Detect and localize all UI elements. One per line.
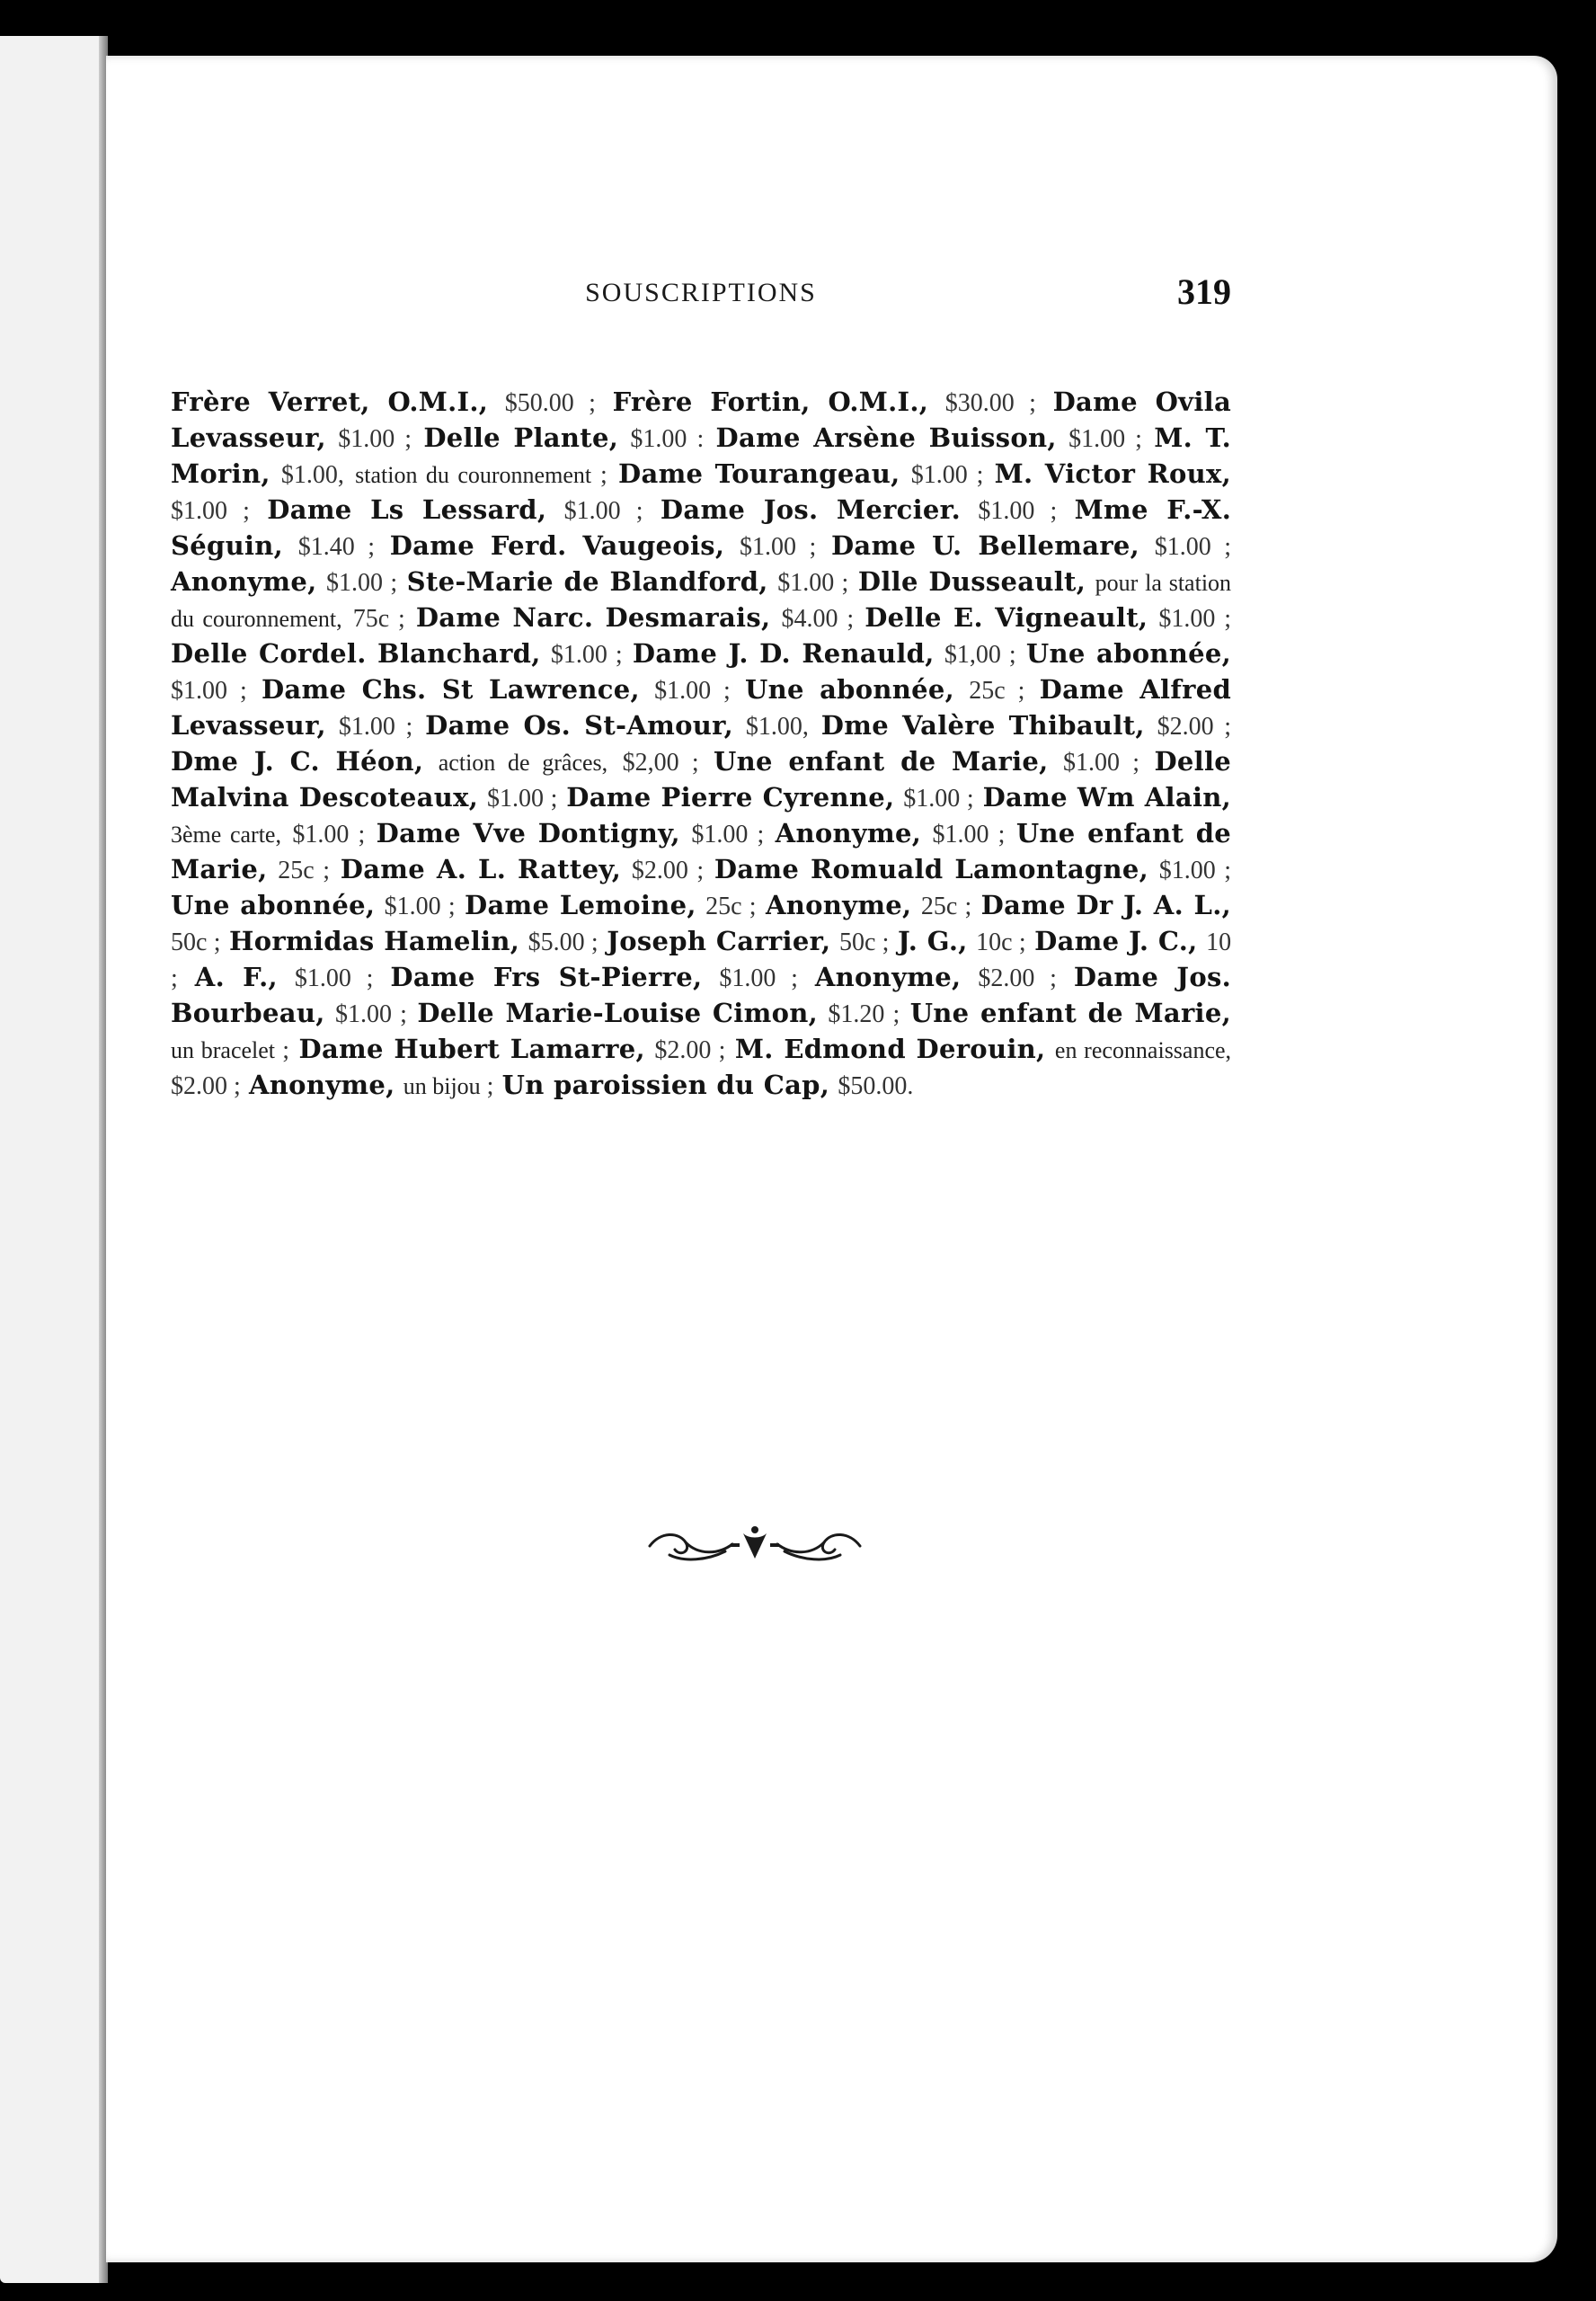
donation-amount: $1.00 — [1154, 533, 1211, 561]
subscription-entry — [502, 1070, 914, 1100]
donor-name: Dame Tourangeau, — [618, 458, 900, 489]
donor-name: Delle Malvina Descoteaux, — [171, 746, 1232, 813]
donation-amount: 25c — [969, 677, 1006, 705]
separator: ; — [1125, 425, 1142, 453]
separator: ; — [227, 497, 250, 525]
donation-amount: $2.00 — [978, 964, 1035, 992]
separator: ; — [748, 821, 765, 848]
subscription-entry — [390, 530, 817, 561]
donation-amount: $1.00 — [1158, 857, 1216, 884]
donation-amount: $1.00 — [292, 821, 350, 848]
separator: ; — [957, 893, 972, 920]
donation-amount: $50.00 — [504, 389, 574, 417]
donor-name: Mme F.-X. Séguin, — [171, 494, 1232, 561]
donation-note: en reconnaissance, — [1054, 1037, 1232, 1063]
separator: ; — [678, 749, 699, 777]
subscription-entry — [831, 530, 1231, 561]
donation-amount: $2.00 — [631, 857, 688, 884]
separator: ; — [389, 605, 405, 633]
donor-name: Dame Frs St-Pierre, — [390, 962, 703, 992]
donation-amount: $1.00 — [486, 785, 544, 813]
donor-name: Dame Ovila Levasseur, — [171, 386, 1232, 453]
separator: ; — [838, 605, 855, 633]
separator: ; — [989, 821, 1006, 848]
donor-name: Dame Alfred Levasseur, — [171, 674, 1232, 741]
separator: ; — [960, 785, 974, 813]
donation-amount: $4.00 — [781, 605, 838, 633]
donor-name: Dame Hubert Lamarre, — [298, 1034, 645, 1064]
separator: ; — [275, 1036, 290, 1064]
subscription-entry — [864, 602, 1231, 633]
separator: ; — [607, 641, 623, 669]
subscription-entry — [613, 386, 1036, 417]
donor-name: Delle Marie-Louise Cimon, — [417, 998, 818, 1028]
donation-amount: $1.00 — [910, 461, 968, 489]
donation-amount: $1.00, — [745, 713, 809, 741]
subscription-entry — [714, 854, 1231, 884]
separator: ; — [1000, 641, 1016, 669]
separator: ; — [1034, 964, 1057, 992]
separator: ; — [1034, 497, 1058, 525]
separator: ; — [620, 497, 643, 525]
donor-name: M. T. Morin, — [171, 422, 1232, 489]
donor-name: Dame Jos. Bourbeau, — [171, 962, 1231, 1028]
subscription-entry — [171, 386, 596, 417]
donor-name: M. Victor Roux, — [994, 458, 1232, 489]
donor-name: Une abonnée, — [171, 890, 376, 920]
separator: ; — [1210, 533, 1232, 561]
subscription-list — [171, 385, 1231, 1104]
donation-amount: $1.00 — [335, 1000, 392, 1028]
subscription-entry — [262, 674, 731, 705]
subscription-entry — [299, 1034, 726, 1064]
facing-page-edge — [0, 36, 108, 2283]
donation-amount: $2,00 — [622, 749, 679, 777]
donation-note: pour la station du couronnement, — [171, 570, 1232, 632]
donation-amount: $1.00 — [1063, 749, 1120, 777]
subscription-entry — [171, 566, 397, 597]
donor-name: A. F., — [194, 962, 278, 992]
donor-name: Dlle Dusseault, — [857, 566, 1086, 597]
donation-amount: $1.00 — [563, 497, 621, 525]
donation-amount: $1.00 — [171, 497, 227, 525]
donor-name: Dame Arsène Buisson, — [715, 422, 1057, 453]
donation-amount: $1.00 — [978, 497, 1035, 525]
separator: ; — [383, 569, 398, 597]
subscription-entry — [390, 962, 797, 992]
donor-name: Joseph Carrier, — [607, 926, 831, 956]
donor-name: Anonyme, — [171, 566, 317, 597]
separator: ; — [796, 533, 817, 561]
donor-name: Dame Ferd. Vaugeois, — [389, 530, 725, 561]
donation-amount: $1.00 — [294, 964, 351, 992]
donation-amount: $1.00 — [932, 821, 989, 848]
subscription-entry — [417, 998, 900, 1028]
donation-amount: $1.00 — [903, 785, 961, 813]
donation-amount: $1.00, — [280, 461, 344, 489]
separator: ; — [584, 928, 598, 956]
donation-amount: $1.00 — [654, 677, 712, 705]
separator: ; — [1215, 605, 1232, 633]
donor-name: Une enfant de Marie, — [171, 818, 1232, 884]
separator: : — [687, 425, 705, 453]
separator: ; — [480, 1072, 494, 1100]
separator: ; — [227, 677, 247, 705]
donor-name: Dame Ls Lessard, — [267, 494, 547, 525]
running-title: SOUSCRIPTIONS — [585, 278, 817, 307]
donor-name: Dame Romuald Lamontagne, — [714, 854, 1149, 884]
subscription-entry — [171, 746, 699, 777]
donor-name: Delle Cordel. Blanchard, — [171, 638, 541, 669]
donation-note: un bijou — [403, 1073, 481, 1099]
donor-name: Delle Plante, — [423, 422, 619, 453]
subscription-entry — [423, 422, 704, 453]
separator: ; — [741, 893, 757, 920]
separator: ; — [440, 893, 456, 920]
separator: ; — [967, 461, 984, 489]
subscription-entry — [815, 962, 1057, 992]
donation-amount: $1.00 — [1158, 605, 1216, 633]
donation-amount: 10 — [1206, 928, 1232, 956]
donation-note: 3ème carte, — [171, 822, 281, 848]
donor-name: Dme Valère Thibault, — [820, 710, 1145, 741]
donor-name: Une enfant de Marie, — [909, 998, 1232, 1028]
donor-name: Dame Dr J. A. L., — [980, 890, 1232, 920]
donor-name: Dame Jos. Mercier. — [660, 494, 961, 525]
donation-amount: $1.00 — [630, 425, 687, 453]
donor-name: Delle E. Vigneault, — [864, 602, 1148, 633]
donation-amount: $1.00 — [740, 533, 796, 561]
donor-name: Dame A. L. Rattey, — [340, 854, 622, 884]
donation-amount: 50c — [838, 928, 876, 956]
separator: ; — [543, 785, 558, 813]
donor-name: Une enfant de Marie, — [714, 746, 1049, 777]
donor-name: Dame J. C., — [1034, 926, 1198, 956]
separator: ; — [1215, 857, 1232, 884]
subscription-entry — [821, 710, 1231, 741]
separator: ; — [875, 928, 890, 956]
donation-amount: $2.00 — [1157, 713, 1214, 741]
separator: ; — [1014, 389, 1036, 417]
donor-name: Frère Fortin, O.M.I., — [612, 386, 929, 417]
donor-name: Dame Lemoine, — [465, 890, 696, 920]
donor-name: Une abonnée, — [745, 674, 955, 705]
donation-amount: $2.00 — [171, 1072, 227, 1100]
subscription-entry — [425, 710, 809, 741]
separator: ; — [1213, 713, 1232, 741]
subscription-entry — [566, 782, 973, 813]
subscription-entry — [341, 854, 704, 884]
separator: ; — [349, 821, 366, 848]
donor-name: Dame J. D. Renauld, — [632, 638, 935, 669]
separator: ; — [314, 857, 331, 884]
subscription-entry — [633, 638, 1016, 669]
separator: ; — [392, 1000, 407, 1028]
separator: ; — [1012, 928, 1026, 956]
separator: ; — [711, 1036, 726, 1064]
subscription-entry — [249, 1070, 493, 1100]
subscription-entry — [607, 926, 889, 956]
donation-amount: $1.00 — [326, 569, 384, 597]
donation-amount: $1.00 — [719, 964, 776, 992]
donation-amount: $1.00 — [550, 641, 607, 669]
donor-name: Anonyme, — [814, 962, 962, 992]
subscription-entry — [171, 890, 456, 920]
donor-name: M. Edmond Derouin, — [734, 1034, 1046, 1064]
donor-name: Ste-Marie de Blandford, — [406, 566, 768, 597]
donation-amount: 25c — [705, 893, 742, 920]
separator: ; — [687, 857, 705, 884]
separator: ; — [395, 713, 413, 741]
donor-name: Dame Wm Alain, — [982, 782, 1232, 813]
separator: ; — [834, 569, 849, 597]
separator: ; — [1005, 677, 1025, 705]
separator: ; — [711, 677, 731, 705]
donor-name: Anonyme, — [775, 818, 922, 848]
donation-amount: $1.20 — [828, 1000, 885, 1028]
donation-amount: $1.40 — [297, 533, 355, 561]
subscription-entry — [407, 566, 849, 597]
donation-amount: $1.00 — [1068, 425, 1126, 453]
separator: ; — [573, 389, 596, 417]
separator: ; — [207, 928, 221, 956]
donor-name: Dame Pierre Cyrenne, — [566, 782, 895, 813]
donation-amount: $1.00 — [171, 677, 227, 705]
ornament-flourish — [643, 1519, 867, 1569]
separator: ; — [1120, 749, 1139, 777]
subscription-entry — [465, 890, 757, 920]
donation-amount: $1,00 — [944, 641, 1001, 669]
separator: ; — [350, 964, 374, 992]
donation-amount: 50c — [171, 928, 208, 956]
subscription-entry — [195, 962, 374, 992]
separator: ; — [776, 964, 798, 992]
separator: ; — [354, 533, 376, 561]
subscription-entry — [267, 494, 643, 525]
subscription-entry — [618, 458, 983, 489]
subscription-entry — [661, 494, 1057, 525]
donor-name: Dame U. Bellemare, — [830, 530, 1140, 561]
page-number: 319 — [1177, 271, 1231, 312]
separator: ; — [884, 1000, 900, 1028]
separator: ; — [227, 1072, 241, 1100]
donation-amount: $1.00 — [338, 713, 395, 741]
donation-amount: $2.00 — [654, 1036, 712, 1064]
donor-name: Hormidas Hamelin, — [229, 926, 520, 956]
subscription-entry — [745, 674, 1024, 705]
donation-amount: $1.00 — [777, 569, 835, 597]
separator: ; — [591, 461, 607, 489]
subscription-entry — [171, 638, 623, 669]
separator: ; — [395, 425, 412, 453]
donor-name: Une abonnée, — [1025, 638, 1232, 669]
separator: ; — [171, 964, 178, 992]
donation-amount: 10c — [976, 928, 1013, 956]
donation-amount: 75c — [352, 605, 390, 633]
subscription-entry — [716, 422, 1142, 453]
donor-name: Dame Os. St-Amour, — [425, 710, 734, 741]
donation-amount: $1.00 — [384, 893, 441, 920]
subscription-entry — [898, 926, 1026, 956]
donation-amount: $50.00. — [838, 1072, 914, 1100]
donation-amount: 25c — [278, 857, 315, 884]
donation-amount: 25c — [920, 893, 958, 920]
donation-amount: $30.00 — [944, 389, 1015, 417]
page-header — [171, 265, 1231, 319]
subscription-entry — [714, 746, 1139, 777]
subscription-entry — [377, 818, 765, 848]
donor-name: Anonyme, — [249, 1070, 395, 1100]
subscription-entry — [766, 890, 971, 920]
subscription-entry — [776, 818, 1006, 848]
donation-amount: $1.00 — [338, 425, 395, 453]
donation-amount: $5.00 — [528, 928, 585, 956]
donor-name: Dame Chs. St Lawrence, — [261, 674, 640, 705]
donor-name: Un paroissien du Cap, — [501, 1070, 830, 1100]
donation-note: action de grâces, — [438, 750, 608, 776]
donor-name: Dme J. C. Héon, — [171, 746, 424, 777]
donation-note: un bracelet — [171, 1037, 276, 1063]
donor-name: Anonyme, — [765, 890, 912, 920]
donor-name: Dame Narc. Desmarais, — [415, 602, 771, 633]
donor-name: Dame Vve Dontigny, — [376, 818, 680, 848]
subscription-entry — [416, 602, 854, 633]
donor-name: J. G., — [897, 926, 968, 956]
donation-amount: $1.00 — [691, 821, 749, 848]
donation-note: station du couronnement — [355, 462, 592, 488]
subscription-entry — [229, 926, 598, 956]
donor-name: Frère Verret, O.M.I., — [171, 386, 489, 417]
